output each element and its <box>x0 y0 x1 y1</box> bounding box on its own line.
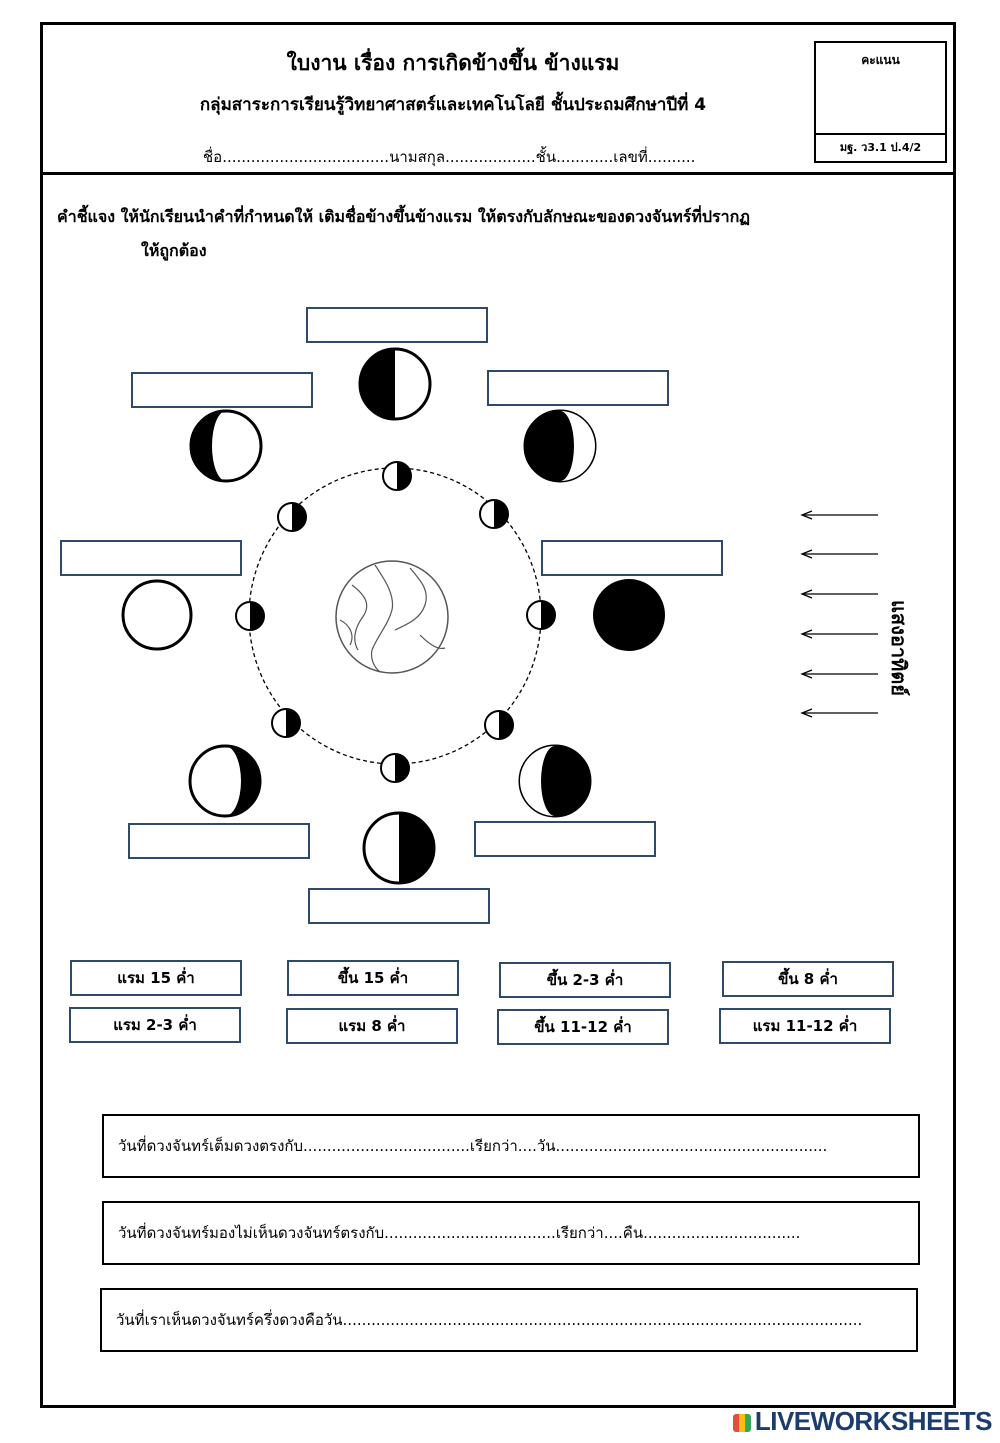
option-word[interactable]: ขึ้น 15 ค่ำ <box>287 960 459 996</box>
orbit-moon-top-left <box>278 503 306 531</box>
orbit-moon-right <box>527 601 555 629</box>
moon-phase-top <box>360 349 430 419</box>
moon-phase-bottom-right <box>520 746 590 816</box>
option-word[interactable]: แรม 11-12 ค่ำ <box>719 1008 891 1044</box>
moon-phase-bottom-left <box>190 746 260 816</box>
option-word[interactable]: แรม 8 ค่ำ <box>286 1008 458 1044</box>
student-info-line: ชื่อ...................................นามสกุล...................ชั้น............เลขที่.......... <box>203 148 696 166</box>
phase-label-bottom[interactable] <box>308 888 490 924</box>
option-word[interactable]: แรม 2-3 ค่ำ <box>69 1007 241 1043</box>
phase-label-bottom-right[interactable] <box>474 821 656 857</box>
phase-label-bottom-left[interactable] <box>128 823 310 859</box>
orbit-moon-top-right <box>480 500 508 528</box>
option-word[interactable]: ขึ้น 2-3 ค่ำ <box>499 962 671 998</box>
arrow-icon <box>802 709 878 717</box>
sunlight-label: แสงอาทิตย์ <box>887 600 911 696</box>
phase-label-top[interactable] <box>306 307 488 343</box>
arrow-icon <box>802 670 878 678</box>
orbit-moon-bottom-left <box>272 709 300 737</box>
moon-phase-top-right <box>525 411 595 481</box>
moon-phase-left-full <box>123 581 191 649</box>
phase-label-top-left[interactable] <box>131 372 313 408</box>
answer-half-moon[interactable]: วันที่เราเห็นดวงจันทร์ครึ่งดวงคือวัน............................................................................................................. <box>100 1288 918 1352</box>
orbit-moon-bottom-right <box>485 711 513 739</box>
arrow-icon <box>802 550 878 558</box>
brand-name: LIVEWORKSHEETS <box>754 1406 992 1436</box>
answer-full-moon[interactable]: วันที่ดวงจันทร์เต็มดวงตรงกับ...................................เรียกว่า....วัน......................................................... <box>102 1114 920 1178</box>
option-word[interactable]: ขึ้น 11-12 ค่ำ <box>497 1009 669 1045</box>
score-label: คะแนน <box>861 53 900 67</box>
orbit-moon-left <box>236 602 264 630</box>
orbit-moon-top <box>383 462 411 490</box>
brand-icon <box>733 1414 751 1432</box>
brand-logo <box>733 1406 992 1437</box>
answer-new-moon[interactable]: วันที่ดวงจันทร์มองไม่เห็นดวงจันทร์ตรงกับ....................................เรียกว่า....คืน................................. <box>102 1201 920 1265</box>
instruction-line-2: ให้ถูกต้อง <box>141 241 207 260</box>
moon-phase-right-new <box>593 579 665 651</box>
phase-label-right[interactable] <box>541 540 723 576</box>
arrow-icon <box>802 511 878 519</box>
arrow-icon <box>802 630 878 638</box>
option-word[interactable]: แรม 15 ค่ำ <box>70 960 242 996</box>
instruction-line-1: คำชี้แจง ให้นักเรียนนำคำที่กำหนดให้ เติมชื่อข้างขึ้นข้างแรม ให้ตรงกับลักษณะของดวงจันทร์ที่ปรากฏ <box>57 207 751 226</box>
sunlight-arrows <box>802 511 878 717</box>
moon-phase-bottom <box>364 813 434 883</box>
orbit-moon-bottom <box>381 754 409 782</box>
moon-phase-top-left <box>191 411 261 481</box>
worksheet-subtitle: กลุ่มสาระการเรียนรู้วิทยาศาสตร์และเทคโนโลยี ชั้นประถมศึกษาปีที่ 4 <box>199 95 707 115</box>
worksheet-title: ใบงาน เรื่อง การเกิดข้างขึ้น ข้างแรม <box>286 51 620 75</box>
phase-label-top-right[interactable] <box>487 370 669 406</box>
earth-icon <box>336 561 448 673</box>
phase-label-left[interactable] <box>60 540 242 576</box>
arrow-icon <box>802 590 878 598</box>
option-word[interactable]: ขึ้น 8 ค่ำ <box>722 961 894 997</box>
standard-code: มฐ. ว3.1 ป.4/2 <box>816 133 945 161</box>
